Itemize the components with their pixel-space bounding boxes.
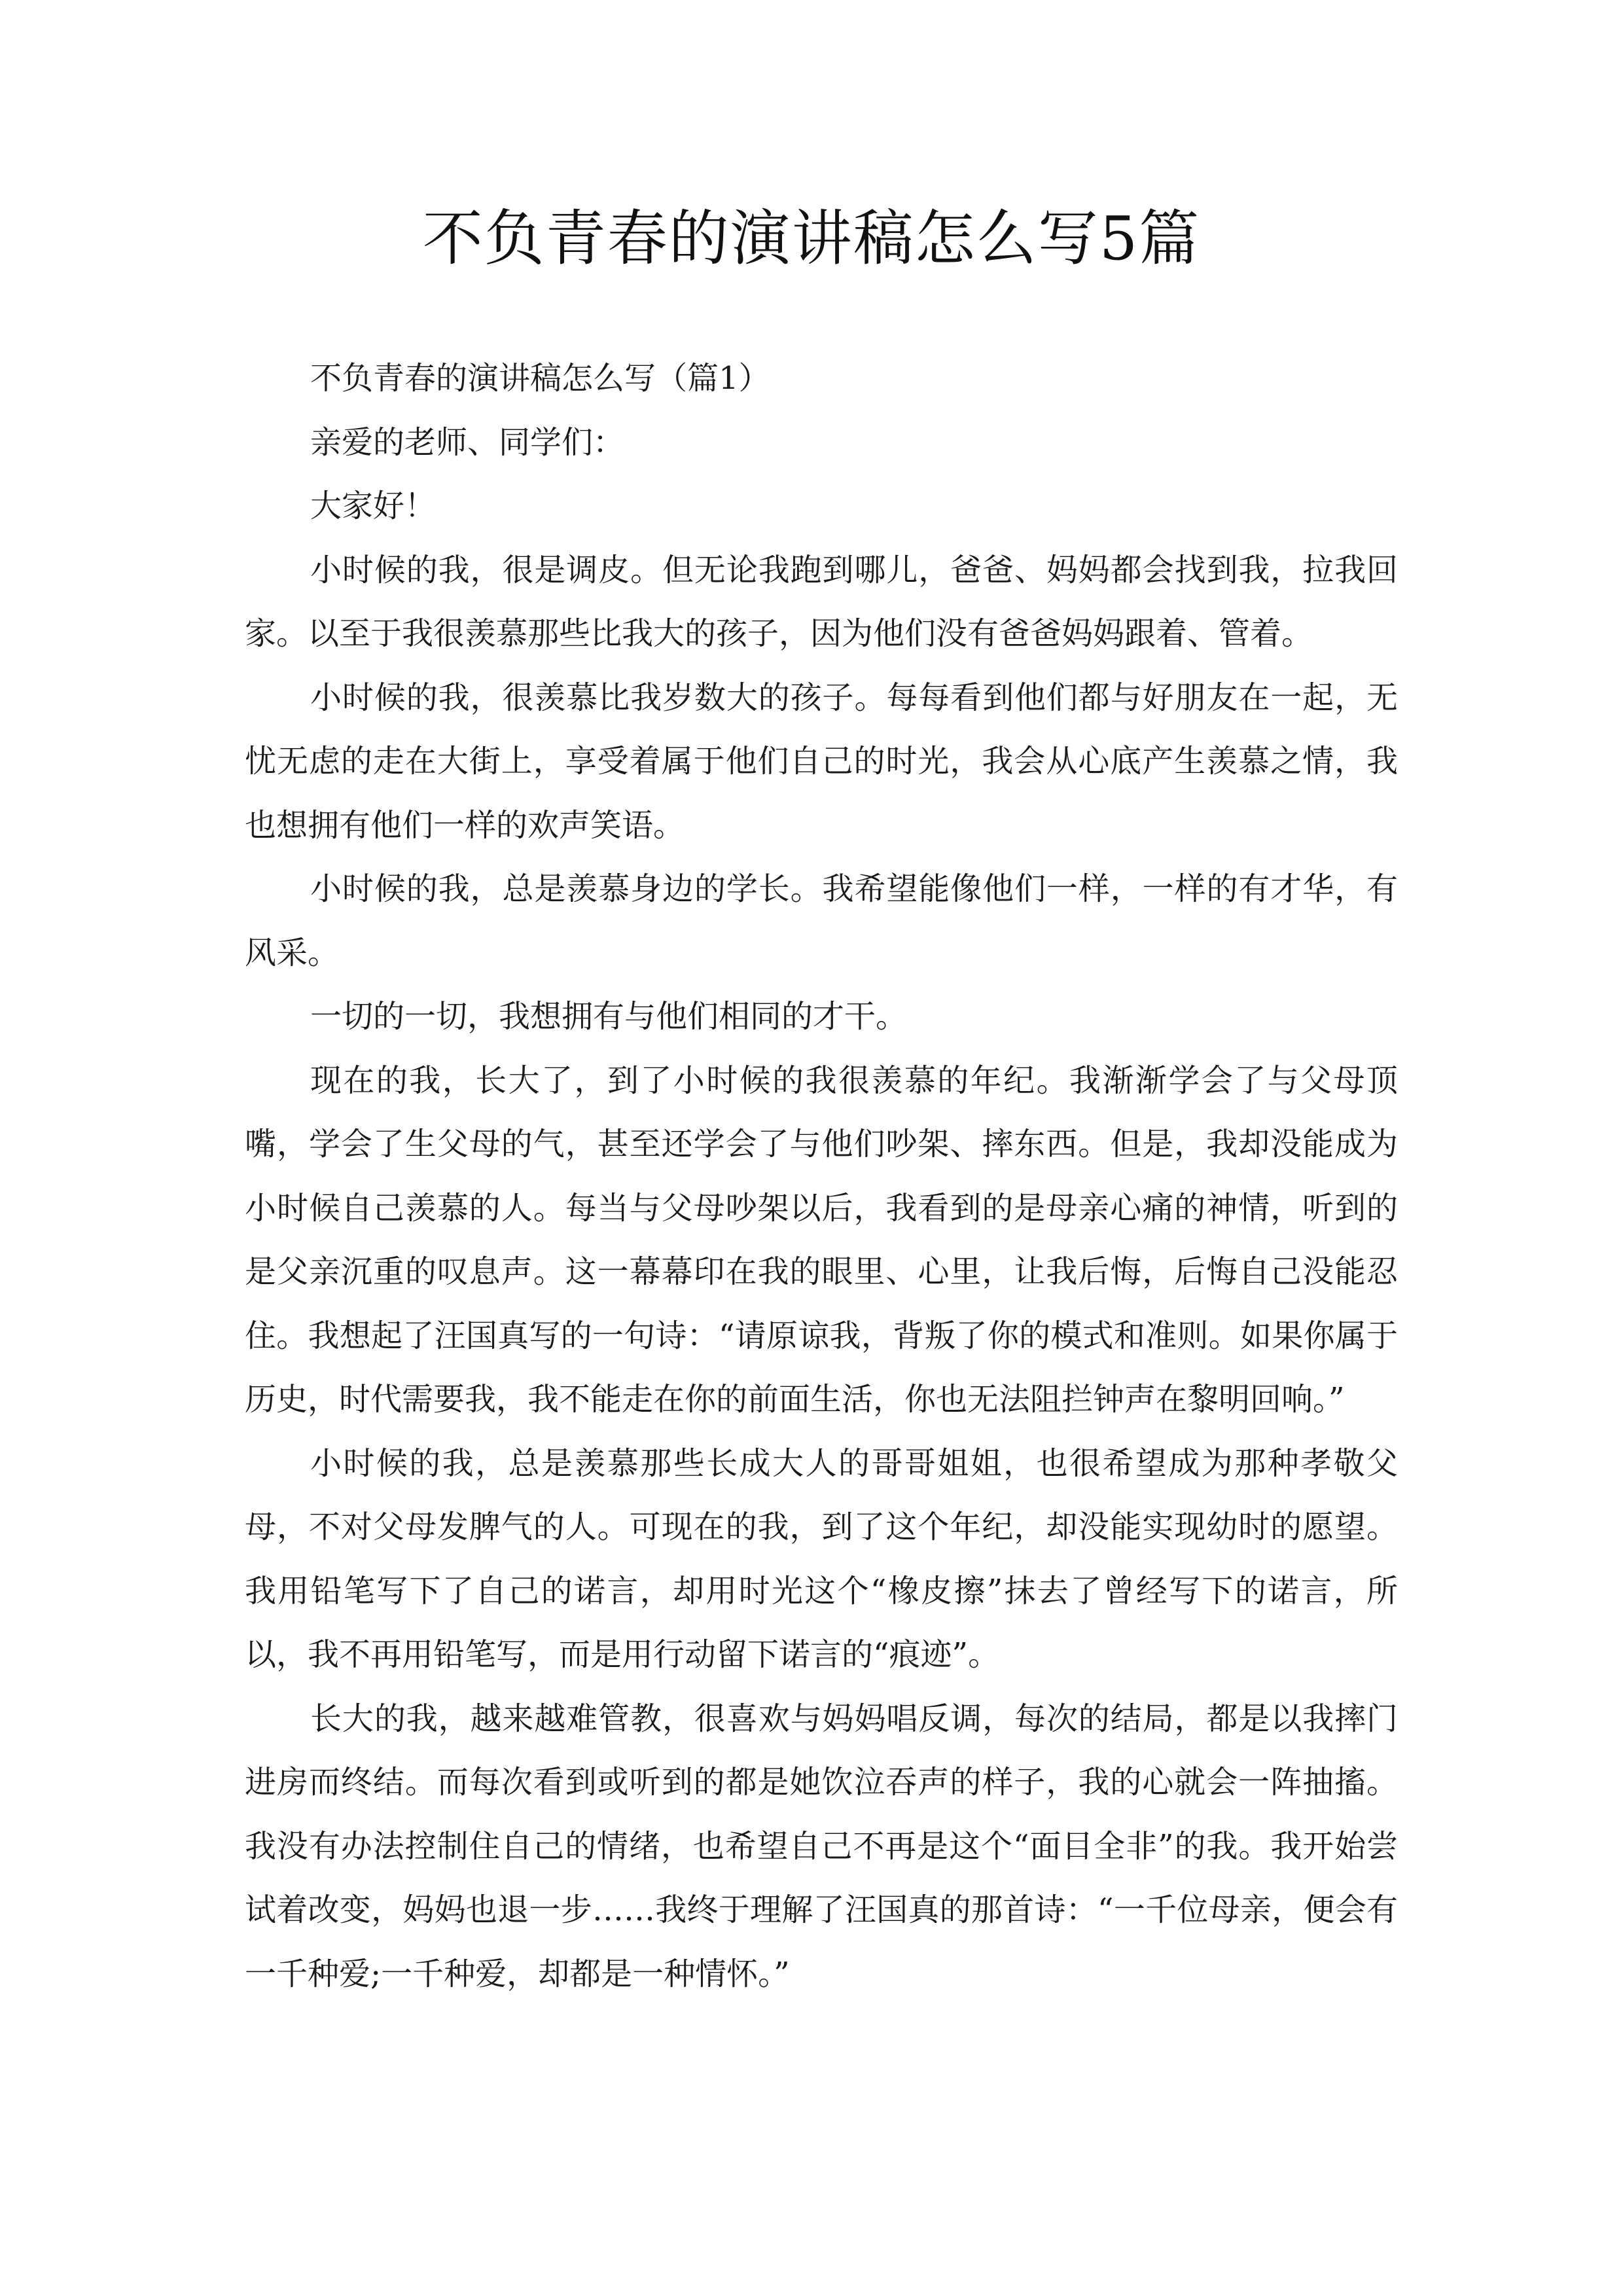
body-paragraph: 现在的我，长大了，到了小时候的我很羡慕的年纪。我渐渐学会了与父母顶嘴，学会了生父母的气，甚至还学会了与他们吵架、摔东西。但是，我却没能成为小时候自己羡慕的人。每当与父母吵架以后，我看到的是母亲心痛的神情，听到的是父亲沉重的叹息声。这一幕幕印在我的眼里、心里，让我后悔，后悔自己没能忍住。我想起了汪国真写的一句诗：“请原谅我，背叛了你的模式和准则。如果你属于历史，时代需要我，我不能走在你的前面生活，你也无法阻拦钟声在黎明回响。” xyxy=(245,1062,1398,1418)
body-paragraph: 小时候的我，总是羡慕身边的学长。我希望能像他们一样，一样的有才华，有风采。 xyxy=(245,870,1398,971)
salutation: 亲爱的老师、同学们： xyxy=(310,423,625,461)
body-paragraph: 一切的一切，我想拥有与他们相同的才干。 xyxy=(310,998,908,1035)
document-title: 不负青春的演讲稿怎么写5篇 xyxy=(422,204,1201,274)
section-heading: 不负青春的演讲稿怎么写（篇1） xyxy=(310,360,770,397)
body-paragraph: 长大的我，越来越难管教，很喜欢与妈妈唱反调，每次的结局，都是以我摔门进房而终结。而每次看到或听到的都是她饮泣吞声的样子，我的心就会一阵抽搐。我没有办法控制住自己的情绪，也希望自己不再是这个“面目全非”的我。我开始尝试着改变，妈妈也退一步……我终于理解了汪国真的那首诗：“一千位母亲，便会有一千种爱;一千种爱，却都是一种情怀。” xyxy=(245,1700,1398,1992)
body-paragraph: 小时候的我，很羡慕比我岁数大的孩子。每每看到他们都与好朋友在一起，无忧无虑的走在大街上，享受着属于他们自己的时光，我会从心底产生羡慕之情，我也想拥有他们一样的欢声笑语。 xyxy=(245,679,1398,844)
document-body xyxy=(245,347,1398,2006)
greeting: 大家好！ xyxy=(310,488,437,524)
body-paragraph: 小时候的我，总是羡慕那些长成大人的哥哥姐姐，也很希望成为那种孝敬父母，不对父母发脾气的人。可现在的我，到了这个年纪，却没能实现幼时的愿望。我用铅笔写下了自己的诺言，却用时光这个“橡皮擦”抹去了曾经写下的诺言，所以，我不再用铅笔写，而是用行动留下诺言的“痕迹”。 xyxy=(245,1444,1398,1673)
body-paragraph: 小时候的我，很是调皮。但无论我跑到哪儿，爸爸、妈妈都会找到我，拉我回家。以至于我很羡慕那些比我大的孩子，因为他们没有爸爸妈妈跟着、管着。 xyxy=(245,551,1398,652)
